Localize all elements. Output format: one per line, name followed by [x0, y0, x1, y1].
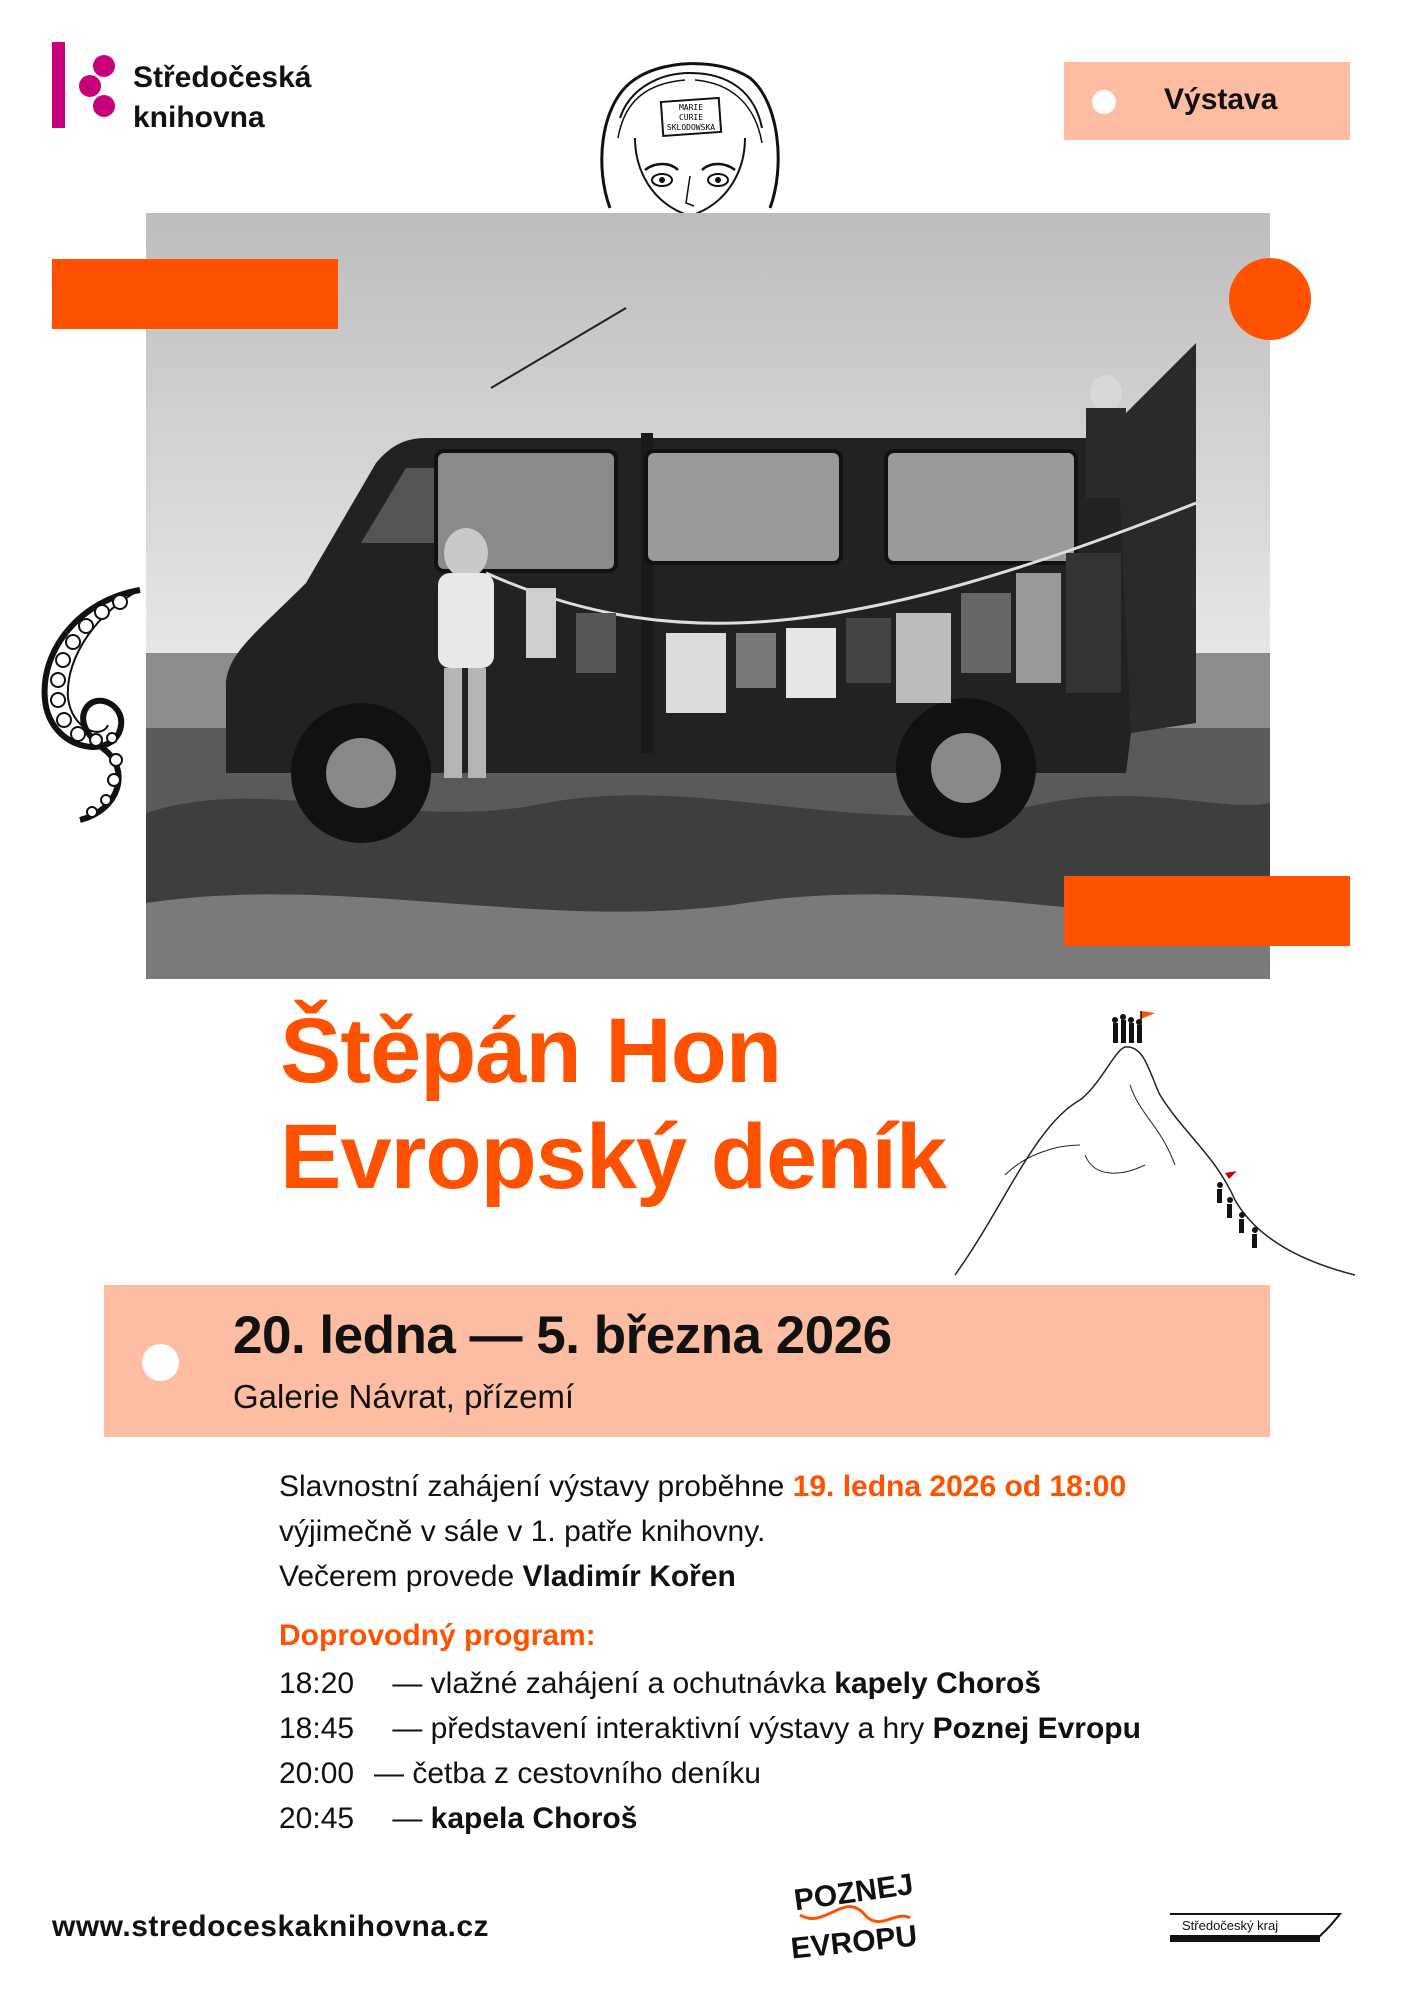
opening-date: 19. ledna 2026 od 18:00	[792, 1470, 1127, 1503]
poznej-word: POZNEJ	[791, 1867, 916, 1918]
decor-circle	[1229, 258, 1311, 340]
opening-info	[279, 1464, 1126, 1599]
badge-dot	[1092, 90, 1116, 114]
kraj-label: Středočeský kraj	[1182, 1918, 1279, 1933]
info-line-1: Slavnostní zahájení výstavy proběhne 19. ledna 2026 od 18:00	[279, 1470, 1127, 1503]
decor-bar-top-left	[52, 259, 338, 329]
decor-bar-bottom-right	[1064, 876, 1350, 946]
portrait-sketch-illustration	[590, 58, 790, 216]
sketch-sign-line2: CURIE	[678, 113, 704, 122]
event-title	[280, 998, 946, 1210]
stredocesky-kraj-logo[interactable]	[1170, 1912, 1350, 1944]
sketch-sign-line3: SKLODOWSKA	[666, 123, 716, 132]
program-item: 20:45 — kapela Choroš	[279, 1802, 638, 1835]
mountain-climbers-illustration	[945, 1005, 1355, 1280]
program-heading: Doprovodný program:	[279, 1619, 596, 1652]
badge-label: Výstava	[1164, 83, 1278, 116]
program-item: 18:45 — představení interaktivní výstavy a hry Poznej Evropu	[279, 1712, 1141, 1745]
website-link[interactable]: www.stredoceskaknihovna.cz	[52, 1910, 490, 1943]
exhibition-badge	[1064, 62, 1350, 140]
title-author: Štěpán Hon	[280, 1000, 782, 1102]
info-line-2: výjimečně v sále v 1. patře knihovny.	[279, 1515, 766, 1548]
date-range: 20. ledna — 5. března 2026	[233, 1306, 892, 1365]
program-item: 20:00 — četba z cestovního deníku	[279, 1757, 761, 1790]
library-logo-text: Středočeská knihovna	[133, 61, 312, 134]
evropu-word: EVROPU	[789, 1919, 919, 1966]
poznej-evropu-logo[interactable]	[785, 1860, 925, 1970]
program-item: 18:20 — vlažné zahájení a ochutnávka kapely Choroš	[279, 1667, 1042, 1700]
tentacle-sketch-illustration	[20, 580, 155, 830]
date-dot	[142, 1344, 179, 1381]
sketch-sign-line1: MARIE	[678, 103, 704, 112]
program-list	[279, 1661, 1141, 1841]
date-banner	[104, 1285, 1270, 1437]
title-name: Evropský deník	[280, 1106, 947, 1208]
venue: Galerie Návrat, přízemí	[233, 1378, 575, 1415]
library-logo-icon[interactable]	[52, 42, 122, 128]
info-line-3: Večerem provede Vladimír Kořen	[279, 1560, 736, 1593]
host-name: Vladimír Kořen	[522, 1560, 736, 1593]
